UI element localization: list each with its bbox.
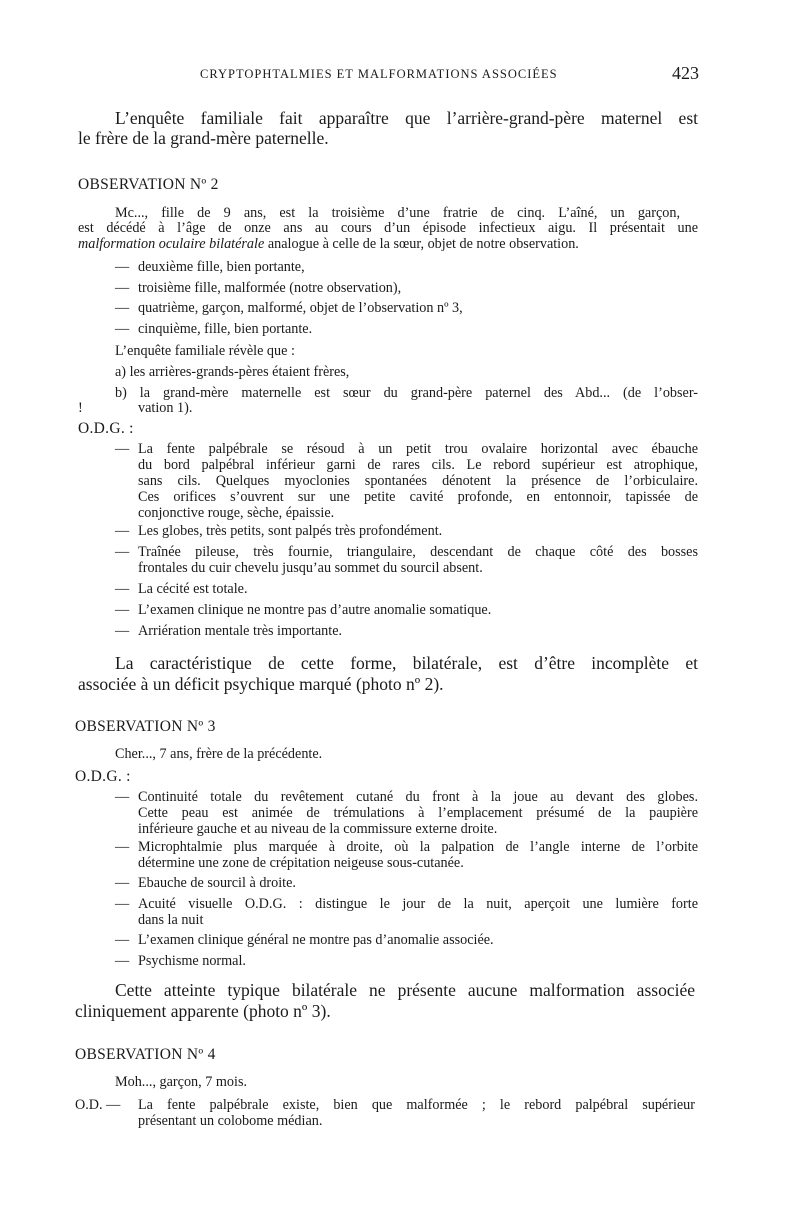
finding-line: inférieure gauche et au niveau de la commissure externe droite. [138, 821, 498, 837]
obs3-conclusion-line-1: Cette atteinte typique bilatérale ne présente aucune malformation associée [115, 980, 695, 1000]
page-number: 423 [672, 63, 699, 83]
dash: — [115, 441, 130, 457]
dash: — [115, 602, 130, 618]
dash: — [115, 300, 130, 316]
obs2-finding-5: L’examen clinique ne montre pas d’autre anomalie somatique. [138, 602, 492, 618]
dash: — [115, 789, 130, 805]
obs2-item-b-line-1: b) la grand-mère maternelle est sœur du grand-père paternel des Abd... (de l’obser- [115, 385, 698, 401]
obs4-intro: Moh..., garçon, 7 mois. [115, 1074, 248, 1090]
obs2-finding-2: Les globes, très petits, sont palpés très profondément. [138, 523, 443, 539]
obs3-finding-1 [138, 789, 698, 837]
obs2-para-line-1: Mc..., fille de 9 ans, est la troisième d’une fratrie de cinq. L’aîné, un garçon, [115, 205, 680, 221]
obs2-odg-label: O.D.G. : [78, 420, 134, 437]
finding-line: Ces orifices s’ouvrent sur une petite cavité profonde, en entonnoir, tapissée de [138, 489, 698, 505]
obs4-od-label: O.D. — [75, 1097, 121, 1113]
finding-line: détermine une zone de crépitation neigeuse sous-cutanée. [138, 855, 464, 871]
dash: — [115, 581, 130, 597]
obs2-para-line-2: est décédé à l’âge de onze ans au cours d’un épisode infectieux aigu. Il présentait une [78, 220, 698, 236]
dash: — [115, 953, 130, 969]
finding-line: conjonctive rouge, sèche, épaissie. [138, 505, 335, 521]
finding-line: La fente palpébrale se résoud à un petit trou ovalaire horizontal avec ébauche [138, 441, 698, 457]
sibling-item: deuxième fille, bien portante, [138, 259, 305, 275]
running-title: CRYPTOPHTALMIES ET MALFORMATIONS ASSOCIÉES [200, 67, 558, 81]
obs2-finding-6: Arriération mentale très importante. [138, 623, 343, 639]
finding-line: frontales du cuir chevelu jusqu’au sommet du sourcil absent. [138, 560, 483, 576]
finding-line: Microphtalmie plus marquée à droite, où la palpation de l’angle interne de l’orbite [138, 839, 698, 855]
obs3-intro: Cher..., 7 ans, frère de la précédente. [115, 746, 323, 762]
obs4-od-line-1: La fente palpébrale existe, bien que malformée ; le rebord palpébral supérieur [138, 1097, 695, 1113]
dash: — [115, 839, 130, 855]
sibling-item: quatrième, garçon, malformé, objet de l’observation nº 3, [138, 300, 463, 316]
dash: — [115, 932, 130, 948]
margin-mark: ! [78, 400, 83, 416]
obs3-finding-5: L’examen clinique général ne montre pas d’anomalie associée. [138, 932, 494, 948]
obs4-od-line-2: présentant un colobome médian. [138, 1113, 323, 1129]
obs2-enquete: L’enquête familiale révèle que : [115, 343, 295, 359]
obs3-finding-3: Ebauche de sourcil à droite. [138, 875, 296, 891]
obs2-conclusion-line-2: associée à un déficit psychique marqué (photo nº 2). [78, 674, 444, 694]
obs2-finding-1 [138, 441, 698, 521]
italic-phrase: malformation oculaire bilatérale [78, 236, 265, 252]
dash: — [115, 623, 130, 639]
obs2-finding-4: La cécité est totale. [138, 581, 248, 597]
obs4-heading: OBSERVATION Nº 4 [75, 1046, 216, 1063]
finding-line: sans cils. Quelques myoclonies spontanées dénotent la présence de l’orbiculaire. [138, 473, 698, 489]
dash: — [115, 544, 130, 560]
finding-line: du bord palpébral inférieur garni de rares cils. Le rebord supérieur est atrophique, [138, 457, 698, 473]
obs3-odg-label: O.D.G. : [75, 768, 131, 785]
finding-line: dans la nuit [138, 912, 204, 928]
obs3-finding-2 [138, 839, 698, 871]
dash: — [115, 523, 130, 539]
finding-line: Traînée pileuse, très fournie, triangulaire, descendant de chaque côté des bosses [138, 544, 698, 560]
para-line-3-rest: analogue à celle de la sœur, objet de notre observation. [264, 236, 579, 252]
dash: — [115, 321, 130, 337]
sibling-item: troisième fille, malformée (notre observation), [138, 280, 402, 296]
obs3-conclusion-line-2: cliniquement apparente (photo nº 3). [75, 1001, 331, 1021]
obs2-heading: OBSERVATION Nº 2 [78, 176, 219, 193]
intro-line-2: le frère de la grand-mère paternelle. [78, 128, 329, 148]
obs2-item-a: a) les arrières-grands-pères étaient frères, [115, 364, 350, 380]
dash: — [115, 896, 130, 912]
obs3-finding-6: Psychisme normal. [138, 953, 246, 969]
dash: — [115, 259, 130, 275]
obs2-item-b-line-2: vation 1). [138, 400, 193, 416]
finding-line: Continuité totale du revêtement cutané du front à la joue au devant des globes. [138, 789, 698, 805]
sibling-item: cinquième, fille, bien portante. [138, 321, 313, 337]
finding-line: Acuité visuelle O.D.G. : distingue le jour de la nuit, aperçoit une lumière forte [138, 896, 698, 912]
obs2-conclusion-line-1: La caractéristique de cette forme, bilatérale, est d’être incomplète et [115, 653, 698, 673]
obs2-finding-3 [138, 544, 698, 576]
finding-line: Cette peau est animée de trémulations à l’emplacement présumé de la paupière [138, 805, 698, 821]
obs2-para-line-3 [78, 236, 698, 252]
obs3-heading: OBSERVATION Nº 3 [75, 718, 216, 735]
dash: — [115, 280, 130, 296]
obs3-finding-4 [138, 896, 698, 928]
dash: — [115, 875, 130, 891]
intro-line-1: L’enquête familiale fait apparaître que l’arrière-grand-père maternel est [115, 108, 698, 128]
